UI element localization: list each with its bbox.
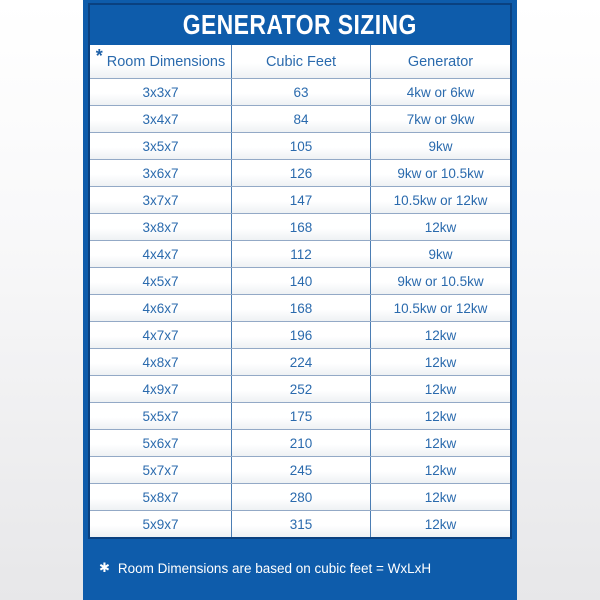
header-cell-room-dimensions [90, 45, 232, 78]
cell-cubic-feet: 252 [232, 376, 371, 402]
cell-generator: 10.5kw or 12kw [393, 300, 488, 316]
table-row [90, 429, 510, 456]
cell-generator: 12kw [424, 462, 457, 478]
cell-generator: 12kw [424, 327, 457, 343]
cell-room-dimensions: 4x5x7 [90, 268, 232, 294]
table-row [90, 294, 510, 321]
cell-generator: 10.5kw or 12kw [393, 192, 488, 208]
cell-generator: 12kw [424, 516, 457, 532]
cell-generator: 12kw [424, 489, 457, 505]
cell-room-dimensions: 3x8x7 [90, 214, 232, 240]
cell-room-dimensions: 4x8x7 [90, 349, 232, 375]
cell-cubic-feet: 63 [232, 79, 371, 105]
cell-cubic-feet: 224 [232, 349, 371, 375]
cell-cubic-feet: 245 [232, 457, 371, 483]
cell-room-dimensions: 3x7x7 [90, 187, 232, 213]
cell-cubic-feet: 112 [232, 241, 371, 267]
cell-cubic-feet: 168 [232, 214, 371, 240]
header-label-cubic-feet: Cubic Feet [265, 53, 337, 70]
table-row [90, 510, 510, 537]
generator-sizing-table [88, 3, 512, 539]
footnote [88, 539, 512, 597]
cell-generator: 9kw [428, 246, 453, 262]
header-cell-cubic-feet [232, 45, 371, 78]
table-row [90, 321, 510, 348]
header-label-room-dimensions: Room Dimensions [106, 53, 226, 70]
table-row [90, 483, 510, 510]
cell-generator: 12kw [424, 408, 457, 424]
table-row [90, 132, 510, 159]
header-cell-generator [371, 45, 510, 78]
table-row [90, 105, 510, 132]
cell-generator: 4kw or 6kw [406, 84, 475, 100]
table-rows [90, 78, 510, 537]
table-row [90, 159, 510, 186]
cell-cubic-feet: 147 [232, 187, 371, 213]
cell-generator: 12kw [424, 219, 457, 235]
page-title: GENERATOR SIZING [182, 9, 418, 40]
cell-room-dimensions: 5x8x7 [90, 484, 232, 510]
table-row [90, 213, 510, 240]
cell-room-dimensions: 3x5x7 [90, 133, 232, 159]
asterisk-marker: * [95, 46, 103, 66]
table-row [90, 240, 510, 267]
header-label-generator: Generator [407, 53, 474, 70]
cell-generator: 12kw [424, 381, 457, 397]
cell-cubic-feet: 196 [232, 322, 371, 348]
table-row [90, 348, 510, 375]
cell-cubic-feet: 175 [232, 403, 371, 429]
blue-panel [83, 0, 517, 600]
cell-cubic-feet: 168 [232, 295, 371, 321]
cell-generator: 12kw [424, 435, 457, 451]
cell-cubic-feet: 280 [232, 484, 371, 510]
cell-cubic-feet: 126 [232, 160, 371, 186]
cell-generator: 9kw [428, 138, 453, 154]
footnote-text: Room Dimensions are based on cubic feet = WxLxH [117, 560, 432, 576]
cell-cubic-feet: 210 [232, 430, 371, 456]
cell-generator: 9kw or 10.5kw [397, 273, 484, 289]
table-row [90, 267, 510, 294]
table-row [90, 186, 510, 213]
cell-cubic-feet: 315 [232, 511, 371, 537]
cell-room-dimensions: 5x9x7 [90, 511, 232, 537]
table-row [90, 402, 510, 429]
cell-room-dimensions: 5x7x7 [90, 457, 232, 483]
table-row [90, 78, 510, 105]
table-row [90, 456, 510, 483]
cell-cubic-feet: 84 [232, 106, 371, 132]
cell-room-dimensions: 3x6x7 [90, 160, 232, 186]
footnote-asterisk-marker: ✱ [99, 560, 110, 575]
cell-generator: 9kw or 10.5kw [397, 165, 484, 181]
cell-room-dimensions: 3x3x7 [90, 79, 232, 105]
cell-room-dimensions: 4x7x7 [90, 322, 232, 348]
table-row [90, 375, 510, 402]
cell-generator: 12kw [424, 354, 457, 370]
cell-cubic-feet: 105 [232, 133, 371, 159]
cell-room-dimensions: 4x6x7 [90, 295, 232, 321]
cell-room-dimensions: 4x9x7 [90, 376, 232, 402]
table-header-row [90, 45, 510, 78]
title-band [90, 5, 510, 45]
cell-room-dimensions: 5x5x7 [90, 403, 232, 429]
cell-cubic-feet: 140 [232, 268, 371, 294]
cell-generator: 7kw or 9kw [406, 111, 475, 127]
cell-room-dimensions: 5x6x7 [90, 430, 232, 456]
cell-room-dimensions: 4x4x7 [90, 241, 232, 267]
cell-room-dimensions: 3x4x7 [90, 106, 232, 132]
